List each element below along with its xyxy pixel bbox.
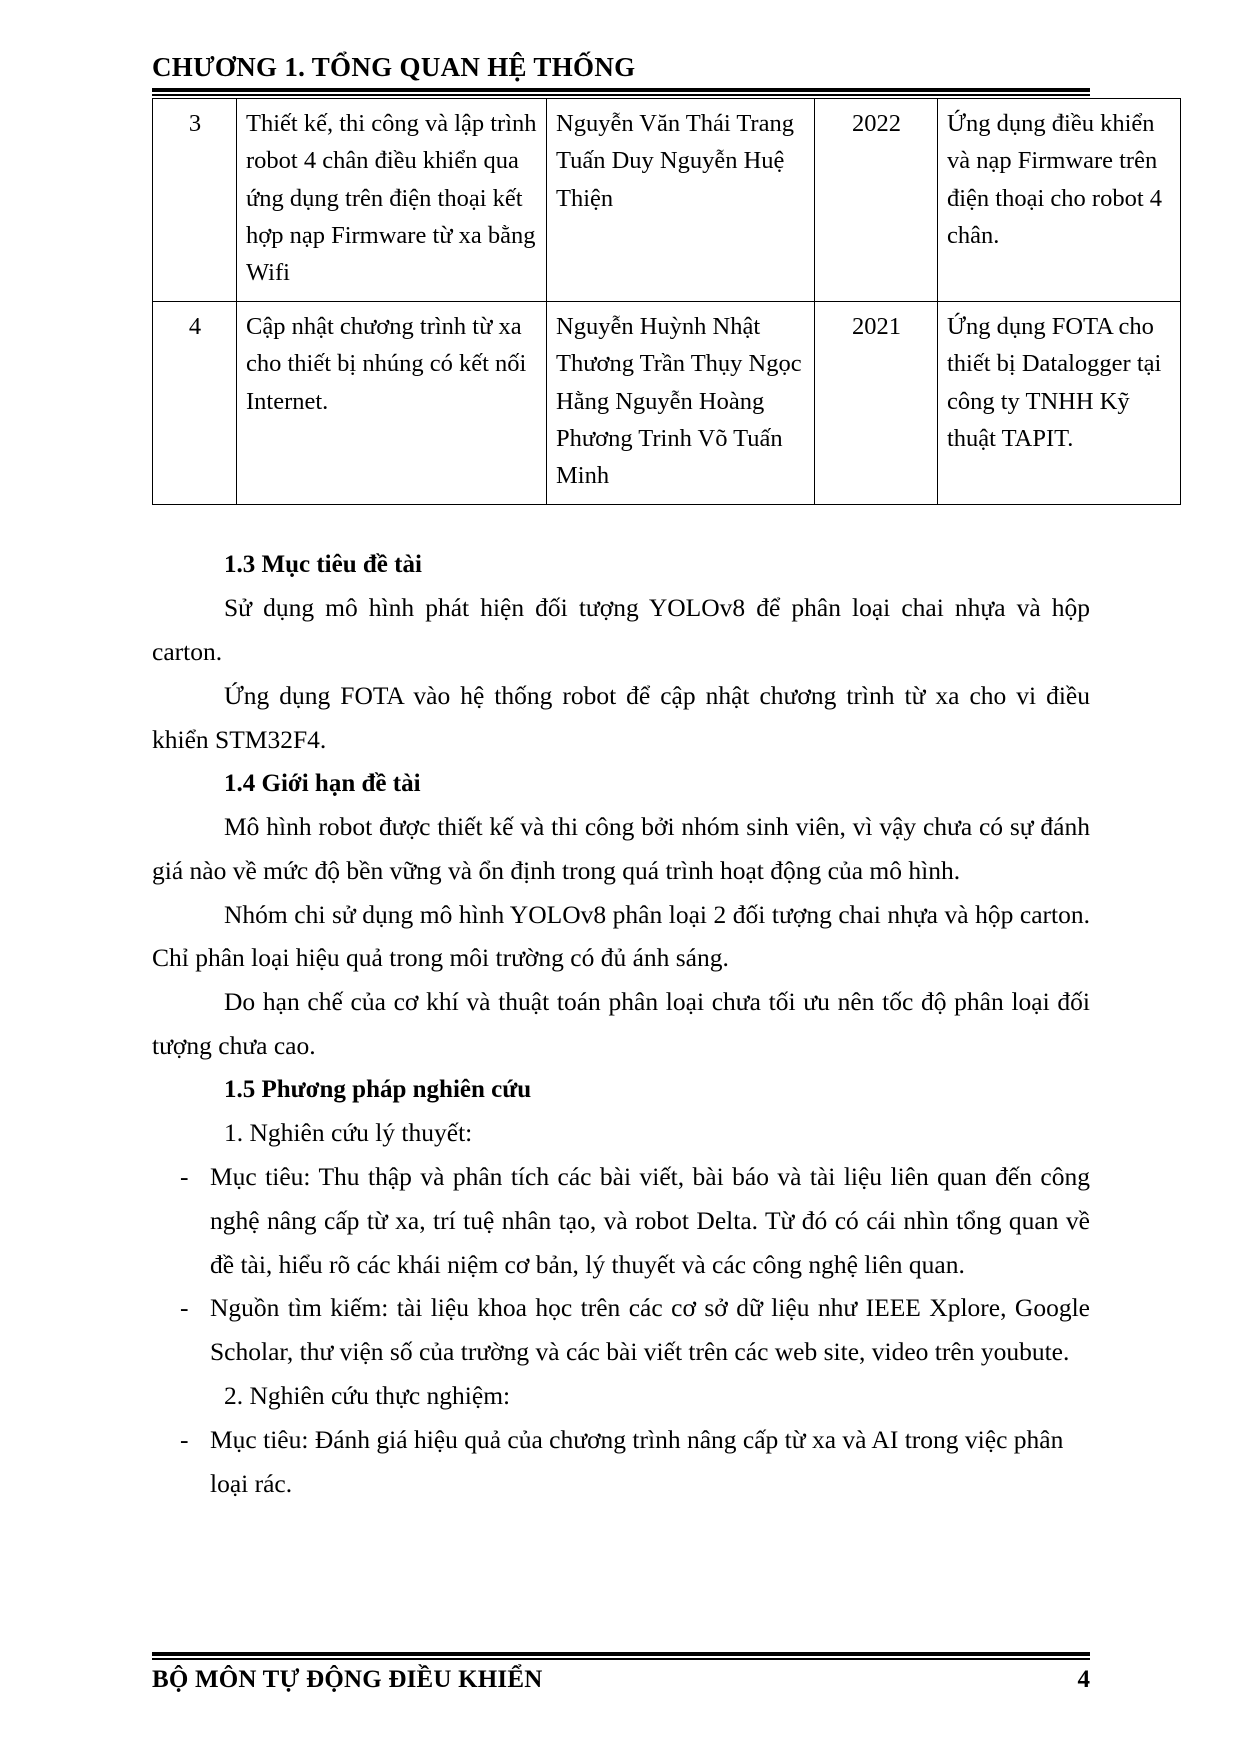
table-row bbox=[153, 302, 1181, 505]
table-row bbox=[153, 99, 1181, 302]
cell-no: 3 bbox=[153, 99, 237, 302]
page-footer bbox=[152, 1652, 1090, 1694]
bullet-text-search-sources: Nguồn tìm kiếm: tài liệu khoa học trên các cơ sở dữ liệu như IEEE Xplore, Google Scholar, thư viện số của trường và các bài viết trên các web site, video trên youbute. bbox=[210, 1293, 1090, 1367]
cell-title: Cập nhật chương trình từ xa cho thiết bị nhúng có kết nối Internet. bbox=[237, 302, 547, 505]
dash-bullet-icon: - bbox=[180, 1293, 189, 1323]
related-works-table bbox=[152, 98, 1181, 505]
paragraph-1-3-2: Ứng dụng FOTA vào hệ thống robot để cập nhật chương trình từ xa cho vi điều khiển STM32F4. bbox=[152, 681, 1090, 754]
footer-row bbox=[152, 1666, 1090, 1694]
page-content bbox=[152, 52, 1163, 1506]
cell-no: 4 bbox=[153, 302, 237, 505]
footer-department: BỘ MÔN TỰ ĐỘNG ĐIỀU KHIỂN bbox=[152, 1666, 543, 1693]
cell-year: 2022 bbox=[815, 99, 938, 302]
cell-title: Thiết kế, thi công và lập trình robot 4 chân điều khiển qua ứng dụng trên điện thoại kết hợp nạp Firmware từ xa bằng Wifi bbox=[237, 99, 547, 302]
section-heading-1-3: 1.3 Mục tiêu đề tài bbox=[224, 551, 422, 579]
paragraph-1-4-1: Mô hình robot được thiết kế và thi công bởi nhóm sinh viên, vì vậy chưa có sự đánh giá nào về mức độ bền vững và ổn định trong quá trình hoạt động của mô hình. bbox=[152, 811, 1090, 885]
paragraph-1-3-1: Sử dụng mô hình phát hiện đối tượng YOLOv8 để phân loại chai nhựa và hộp carton. bbox=[152, 593, 1090, 667]
running-header: CHƯƠNG 1. TỔNG QUAN HỆ THỐNG bbox=[152, 52, 636, 82]
list-item-theory-research: 1. Nghiên cứu lý thuyết: bbox=[224, 1117, 473, 1147]
bullet-text-objective-experimental: Mục tiêu: Đánh giá hiệu quả của chương trình nâng cấp từ xa và AI trong việc phân loại rác. bbox=[210, 1425, 1064, 1498]
paragraph-1-4-2: Nhóm chi sử dụng mô hình YOLOv8 phân loại 2 đối tượng chai nhựa và hộp carton. Chỉ phân loại hiệu quả trong môi trường có đủ ánh sáng. bbox=[152, 899, 1090, 973]
header-divider bbox=[152, 88, 1090, 96]
cell-year: 2021 bbox=[815, 302, 938, 505]
footer-page-number: 4 bbox=[1077, 1666, 1090, 1693]
list-item-experimental-research: 2. Nghiên cứu thực nghiệm: bbox=[224, 1381, 511, 1411]
dash-bullet-icon: - bbox=[180, 1425, 189, 1454]
section-heading-1-4: 1.4 Giới hạn đề tài bbox=[224, 769, 421, 797]
table-spacer bbox=[152, 505, 1090, 543]
section-heading-1-5: 1.5 Phương pháp nghiên cứu bbox=[224, 1075, 532, 1103]
footer-divider bbox=[152, 1652, 1090, 1660]
dash-bullet-icon: - bbox=[180, 1161, 189, 1191]
paragraph-1-4-3: Do hạn chế của cơ khí và thuật toán phân loại chưa tối ưu nên tốc độ phân loại đối tượng chưa cao. bbox=[152, 987, 1090, 1061]
bullet-text-objective-theory: Mục tiêu: Thu thập và phân tích các bài viết, bài báo và tài liệu liên quan đến công nghệ nâng cấp từ xa, trí tuệ nhân tạo, và robot Delta. Từ đó có cái nhìn tổng quan về đề tài, hiểu rõ các khái niệm cơ bản, lý thuyết và các công nghệ liên quan. bbox=[210, 1161, 1090, 1279]
cell-application: Ứng dụng FOTA cho thiết bị Datalogger tại công ty TNHH Kỹ thuật TAPIT. bbox=[938, 302, 1181, 505]
list-item bbox=[152, 1155, 1090, 1287]
cell-authors: Nguyễn Huỳnh Nhật Thương Trần Thụy Ngọc Hằng Nguyễn Hoàng Phương Trinh Võ Tuấn Minh bbox=[547, 302, 815, 505]
cell-application: Ứng dụng điều khiển và nạp Firmware trên điện thoại cho robot 4 chân. bbox=[938, 99, 1181, 302]
list-item bbox=[152, 1286, 1090, 1374]
cell-authors: Nguyễn Văn Thái Trang Tuấn Duy Nguyễn Huệ Thiện bbox=[547, 99, 815, 302]
list-item bbox=[152, 1418, 1090, 1506]
